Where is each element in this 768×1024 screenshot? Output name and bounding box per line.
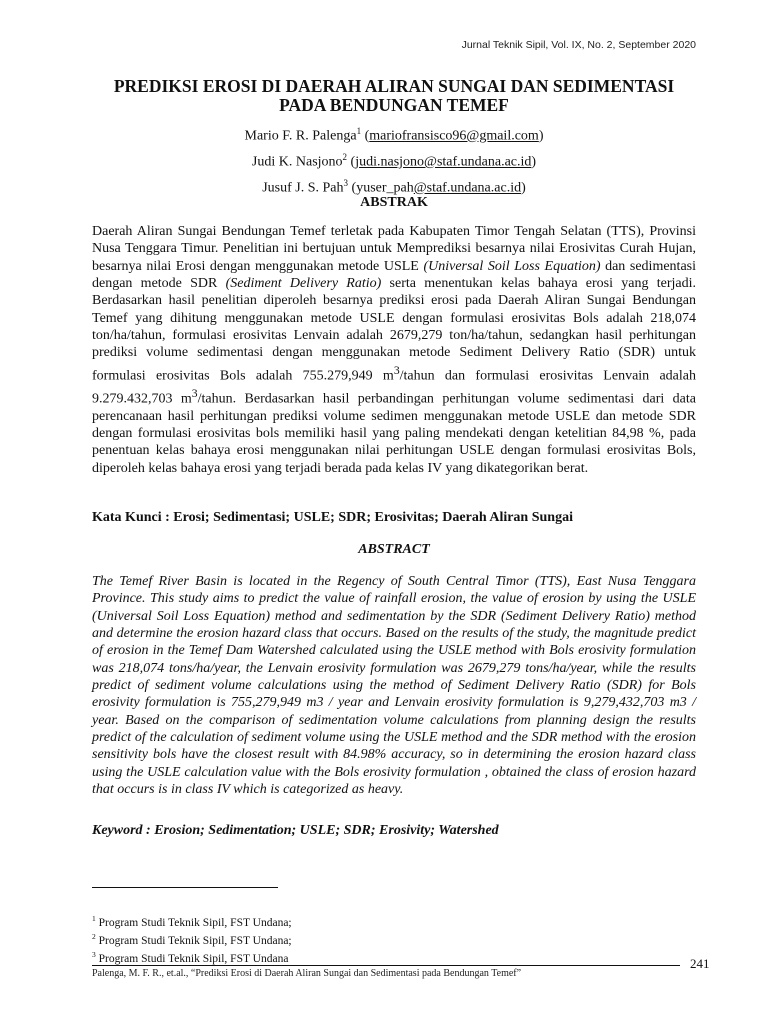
abstrak-text: /tahun. Berdasarkan hasil perbandingan perhitungan volume sedimentasi dari data perencanaan hasil perhitungan prediksi volume sedimen menggunakan metode USLE dan metode SDR dengan formulasi erosivitas bols memiliki hasil yang paling mendekati dengan ketelitian 84,98 %, pada penentuan kelas bahaya erosi menggunakan nilai perhitungan USLE dengan formulasi erosivitas Bols, diperoleh kelas bahaya erosi yang terjadi berada pada kelas IV yang dikategorikan berat. <box>92 391 696 476</box>
page-number: 241 <box>690 956 710 971</box>
abstrak-term-usle: (Universal Soil Loss Equation) <box>423 258 601 274</box>
title-line-1: PREDIKSI EROSI DI DAERAH ALIRAN SUNGAI DAN SEDIMENTASI <box>113 76 675 96</box>
keywords: Keyword : Erosion; Sedimentation; USLE; SDR; Erosivity; Watershed <box>92 823 499 838</box>
title-line-2: PADA BENDUNGAN TEMEF <box>279 95 509 115</box>
author-2: Judi K. Nasjono$^2$ (judi.nasjono@staf.undana.ac.id) <box>251 152 537 170</box>
footer-citation: Palenga, M. F. R., et.al., “Prediksi Erosi di Daerah Aliran Sungai dan Sedimentasi pada Bendungan Temef” <box>92 968 522 979</box>
author-name: Jusuf J. S. Pah <box>262 180 344 196</box>
author-email-domain[interactable]: @staf.undana.ac.id <box>413 180 522 196</box>
abstrak-text: /tahun dan formulasi erosivitas Lenvain adalah 9.279.432,703 m <box>92 368 696 407</box>
abstrak-text: dan sedimentasi dengan metode SDR <box>92 258 696 292</box>
author-affil-marker: 1 <box>356 126 362 136</box>
author-name: Mario F. R. Palenga <box>244 128 357 144</box>
kata-kunci: Kata Kunci : Erosi; Sedimentasi; USLE; SDR; Erosivitas; Daerah Aliran Sungai <box>92 510 573 525</box>
footnotes <box>92 912 592 966</box>
author-3: Jusuf J. S. Pah$^3$ (yuser_pah@staf.undana.ac.id) <box>262 178 526 196</box>
author-name: Judi K. Nasjono <box>251 154 343 170</box>
footnote-1: $^1$ Program Studi Teknik Sipil, FST Undana; <box>92 914 292 929</box>
abstrak-heading: ABSTRAK <box>360 195 428 210</box>
author-email-prefix: yuser_pah <box>356 180 414 196</box>
author-email[interactable]: judi.nasjono@staf.undana.ac.id <box>355 154 532 170</box>
author-affil-marker: 2 <box>342 152 348 163</box>
footnote-divider <box>92 887 278 888</box>
author-1: Mario F. R. Palenga$^1$ (mariofransisco96@gmail.com) <box>244 126 544 144</box>
author-list <box>80 121 708 199</box>
author-email[interactable]: mariofransisco96@gmail.com <box>369 128 539 144</box>
abstrak-text: Daerah Aliran Sungai Bendungan Temef terletak pada Kabupaten Timor Tengah Selatan (TTS), Provinsi Nusa Tenggara Timur. Penelitian ini bertujuan untuk Memprediksi besarnya nilai Erosivitas Curah Hujan, besarnya nilai Erosi dengan menggunakan metode USLE <box>92 224 696 274</box>
unit-exponent: 3 <box>191 386 198 400</box>
author-affil-marker: 3 <box>343 178 349 189</box>
footnote-2: $^2$ Program Studi Teknik Sipil, FST Undana; <box>92 932 292 947</box>
footnote-3: $^3$ Program Studi Teknik Sipil, FST Undana <box>92 950 289 965</box>
abstrak-term-sdr: (Sediment Delivery Ratio) <box>225 276 382 292</box>
abstrak-text: serta menentukan kelas bahaya erosi yang terjadi. Berdasarkan hasil penelitian diperoleh besarnya prediksi erosi pada Daerah Aliran Sungai Bendungan Temef yang dihitung menggunakan metode USLE dengan formulasi erosivitas Bols adalah 218,074 ton/ha/tahun, formulasi erosivitas Lenvain adalah 2679,279 ton/ha/tahun, sedangkan hasil perhitungan prediksi volume sedimentasi dengan menggunakan metode Sediment Delivery Ratio (SDR) untuk formulasi erosivitas Bols adalah 755.279,949 m <box>92 276 696 384</box>
unit-exponent: 3 <box>393 363 400 377</box>
paper-title <box>80 77 708 115</box>
abstract-paragraph: The Temef River Basin is located in the Regency of South Central Timor (TTS), East Nusa Tenggara Province. This study aims to predict the value of rainfall erosion, the value of erosion by using the USLE (Universal Soil Loss Equation) method and sedimentation by the SDR (Sediment Delivery Ratio) method and determine the erosion hazard class that occurs. Based on the results of the study, the magnitude predict of erosion in the Temef Dam Watershed calculated using the USLE method with Bols erosivity formulation was 218,074 tons/ha/year, the Lenvain erosivity formulation was 2679,279 tons/ha/year, while the results predict of sediment volume calculations using the method of Sediment Delivery Ratio (SDR) for Bols erosivity formulation is 755,279,949 m3 / year and Lenvain erosivity formulation is 9,279,432,703 m3 / year. Based on the comparison of sedimentation volume calculations from planning design the results predict of the calculation of sediment volume using the USLE method and the SDR method with the erosion sensitivity bols have the closest result with 84.98% accuracy, so in determining the erosion hazard class using the USLE calculation value with the Bols erosivity formulation , obtained the class of erosion hazard that occurs is in class IV which is categorized as heavy. <box>92 574 696 798</box>
journal-header: Jurnal Teknik Sipil, Vol. IX, No. 2, September 2020 <box>461 39 696 51</box>
footer-divider <box>92 965 680 966</box>
abstract-heading: ABSTRACT <box>358 542 430 557</box>
abstrak-paragraph <box>92 223 696 477</box>
